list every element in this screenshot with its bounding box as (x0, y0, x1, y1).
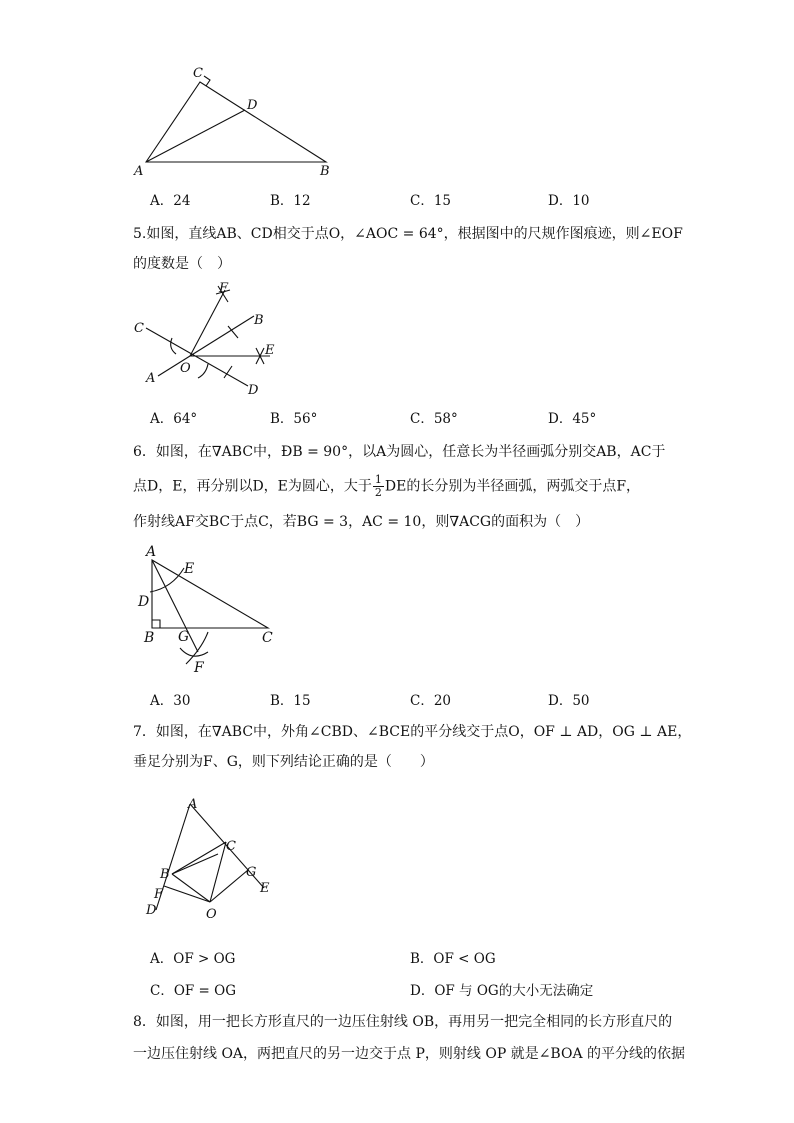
q5-option-c: C．58° (410, 411, 458, 427)
q6-stem-line2-post: DE的长分别为半径画弧，两弧交于点F， (384, 478, 641, 495)
q4-triangle-abc (146, 82, 326, 162)
q6-label-d: D (138, 594, 150, 610)
q5-stem-line1: 5.如图，直线AB、CD相交于点O，∠AOC = 64°，根据图中的尺规作图痕迹，则∠EOF (133, 226, 683, 242)
q4-option-b: B．12 (270, 193, 311, 209)
q5-arc-od (198, 364, 208, 378)
q5-ray-of (190, 290, 225, 356)
q4-label-d: D (247, 98, 258, 113)
q5-line-cd (146, 328, 248, 386)
q7-stem-line1: 7．如图，在∇ABC中，外角∠CBD、∠BCE的平分线交于点O，OF ⊥ AD，OG ⊥ AE， (133, 724, 692, 740)
q7-label-g: G (246, 865, 257, 880)
q6-label-g: G (178, 629, 190, 645)
q7-label-d: D (146, 903, 157, 918)
q5-option-d: D．45° (548, 411, 597, 427)
q6-frac-num: 1 (374, 473, 382, 486)
q7-label-o: O (206, 907, 217, 922)
q6-stem-line2-pre: 点D，E，再分别以D，E为圆心，大于 (133, 478, 372, 495)
q4-label-a: A (134, 164, 144, 179)
q6-stem-line3: 作射线AF交BC于点C，若BG = 3，AC = 10，则∇ACG的面积为（ ） (133, 514, 590, 530)
q4-option-a: A．24 (150, 193, 191, 209)
q5-arc-ob (228, 326, 238, 338)
q7-label-b: B (160, 867, 170, 882)
q7-option-d: D．OF 与 OG的大小无法确定 (410, 983, 594, 999)
q7-stem-line2: 垂足分别为F、G，则下列结论正确的是（ ） (133, 754, 434, 770)
q7-label-f: F (154, 887, 164, 902)
q4-label-b: B (320, 164, 330, 179)
q8-stem-line1: 8．如图，用一把长方形直尺的一边压住射线 OB，再用另一把完全相同的长方形直尺的 (133, 1014, 673, 1030)
q4-segment-ad (146, 110, 245, 162)
q7-figure (142, 794, 292, 924)
q6-right-angle-mark (152, 620, 160, 628)
q7-segment-ob-diag (172, 854, 218, 874)
q6-frac-den: 2 (374, 486, 382, 499)
q8-stem-line2: 一边压住射线 OA，两把直尺的另一边交于点 P，则射线 OP 就是∠BOA 的平分线的依据 (133, 1046, 686, 1062)
q6-stem-line2 (133, 474, 640, 499)
q5-label-f: F (219, 281, 229, 296)
q6-label-f: F (194, 660, 204, 676)
q7-option-c: C．OF = OG (150, 983, 237, 999)
q6-option-b: B．15 (270, 693, 311, 709)
q5-option-b: B．56° (270, 411, 318, 427)
q6-label-c: C (262, 630, 273, 646)
q6-figure (136, 540, 286, 680)
q7-segment-bo (172, 874, 210, 902)
q7-segment-bc (172, 842, 226, 874)
q6-label-a: A (146, 544, 157, 560)
q5-label-e: E (265, 343, 275, 358)
q7-option-a: A．OF > OG (150, 951, 236, 967)
q5-label-d: D (248, 383, 259, 398)
q6-label-e: E (184, 561, 195, 577)
q7-segment-of (164, 886, 210, 902)
q7-label-e: E (260, 881, 270, 896)
q4-option-c: C．15 (410, 193, 452, 209)
q4-figure (130, 62, 340, 182)
q5-stem-line2: 的度数是（ ） (133, 256, 231, 272)
q4-option-d: D．10 (548, 193, 590, 209)
q5-label-b: B (254, 313, 264, 328)
q4-label-c: C (193, 66, 203, 81)
q6-option-c: C．20 (410, 693, 452, 709)
q7-label-a: A (188, 797, 198, 812)
q6-stem-line1: 6．如图，在∇ABC中，ÐB = 90°，以A为圆心，任意长为半径画弧分别交AB，AC于 (133, 444, 666, 460)
q5-option-a: A．64° (150, 411, 198, 427)
q6-fraction (373, 474, 384, 499)
q7-option-b: B．OF < OG (410, 951, 496, 967)
q6-arc-de (150, 568, 184, 592)
q5-arc-oc (171, 338, 176, 354)
q5-label-o: O (180, 361, 191, 376)
q7-segment-co (210, 842, 226, 902)
q5-figure (128, 280, 288, 400)
q7-segment-og (210, 870, 248, 902)
q7-label-c: C (226, 839, 236, 854)
q5-label-a: A (146, 371, 156, 386)
q6-label-b: B (144, 630, 155, 646)
q5-label-c: C (134, 321, 144, 336)
q6-option-d: D．50 (548, 693, 590, 709)
q6-option-a: A．30 (150, 693, 191, 709)
